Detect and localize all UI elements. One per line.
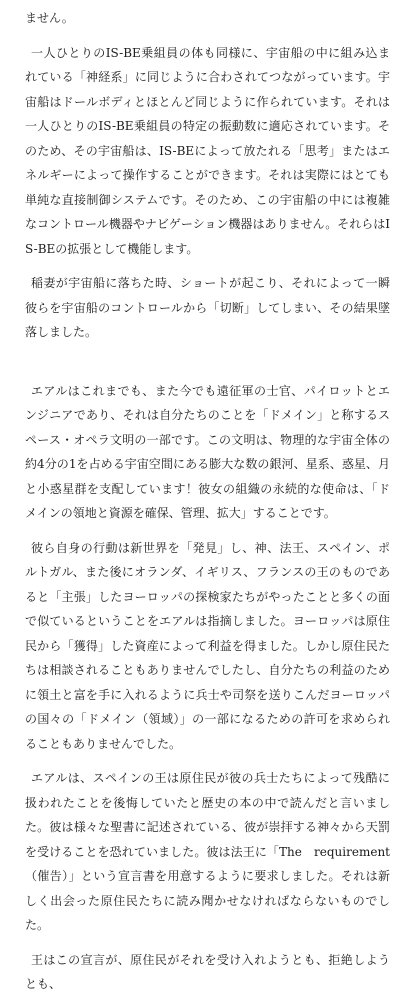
paragraph-continuation: ません。 bbox=[25, 11, 74, 25]
paragraph-european-explorers: 彼ら自身の行動は新世界を「発見」し、神、法王、スペイン、ポルトガル、また後にオランダ、イギリス、フランスの王のものであると「主張」したヨーロッパの探検家たちがやったことと多くの面で似ているということをエアルは指摘しました。ヨーロッパは原住民から「獲得」した資産によって利益を得ました。しかし原住民たちは相談されることもありませんでしたし、自分たちの利益のために領土と富を手に入れるように兵士や司祭を送りこんだヨーロッパの国々の「ドメイン（領域）」の一部になるための許可を求められることもありませんでした。 bbox=[25, 540, 390, 751]
paragraph-spaceship-nervous-system: 一人ひとりのIS-BE乗組員の体も同様に、宇宙船の中に組み込まれている「神経系」に同じように合わされてつながっています。宇宙船はドールボディとほとんど同じように作られています。それは一人ひとりのIS-BE乗組員の特定の振動数に適応されています。そのため、その宇宙船は、IS-BEによって放たれる「思考」またはエネルギーによって操作することができます。それは実際にはとても単純な直接制御システムです。そのため、この宇宙船の中には複雑なコントロール機器やナビゲーション機器はありません。それらはIS-BEの拡張として機能します。 bbox=[25, 45, 390, 256]
paragraph-lightning-crash: 稲妻が宇宙船に落ちた時、ショートが起こり、それによって一瞬彼らを宇宙船のコントロールから「切断」してしまい、その結果墜落しました。 bbox=[25, 276, 390, 339]
paragraph-king-declaration: 王はこの宣言が、原住民がそれを受け入れようとも、拒絶しようとも、 bbox=[25, 952, 390, 991]
paragraph-airl-domain: エアルはこれまでも、また今でも遠征軍の士官、パイロットとエンジニアであり、それは自分たちのことを「ドメイン」と称するスペース・オペラ文明の一部です。この文明は、物理的な宇宙全体の約4分の1を占める宇宙空間にある膨大な数の銀河、星系、惑星、月と小惑星群を支配しています！彼女の組織の永続的な使命は、「ドメインの領地と資源を確保、管理、拡大」することです。 bbox=[25, 383, 390, 520]
paragraph-requirement: エアルは、スペインの王は原住民が彼の兵士たちによって残酷に扱われたことを後悔していたと歴史の本の中で読んだと言いました。彼は様々な聖書に記述されている、彼が崇拝する神々から天罰を受けることを恐れていました。彼は法王に「The requirement（催告）」という宣言書を用意するように要求しました。それは新しく出会った原住民たちに読み聞かせなければならないものでした。 bbox=[25, 771, 390, 932]
